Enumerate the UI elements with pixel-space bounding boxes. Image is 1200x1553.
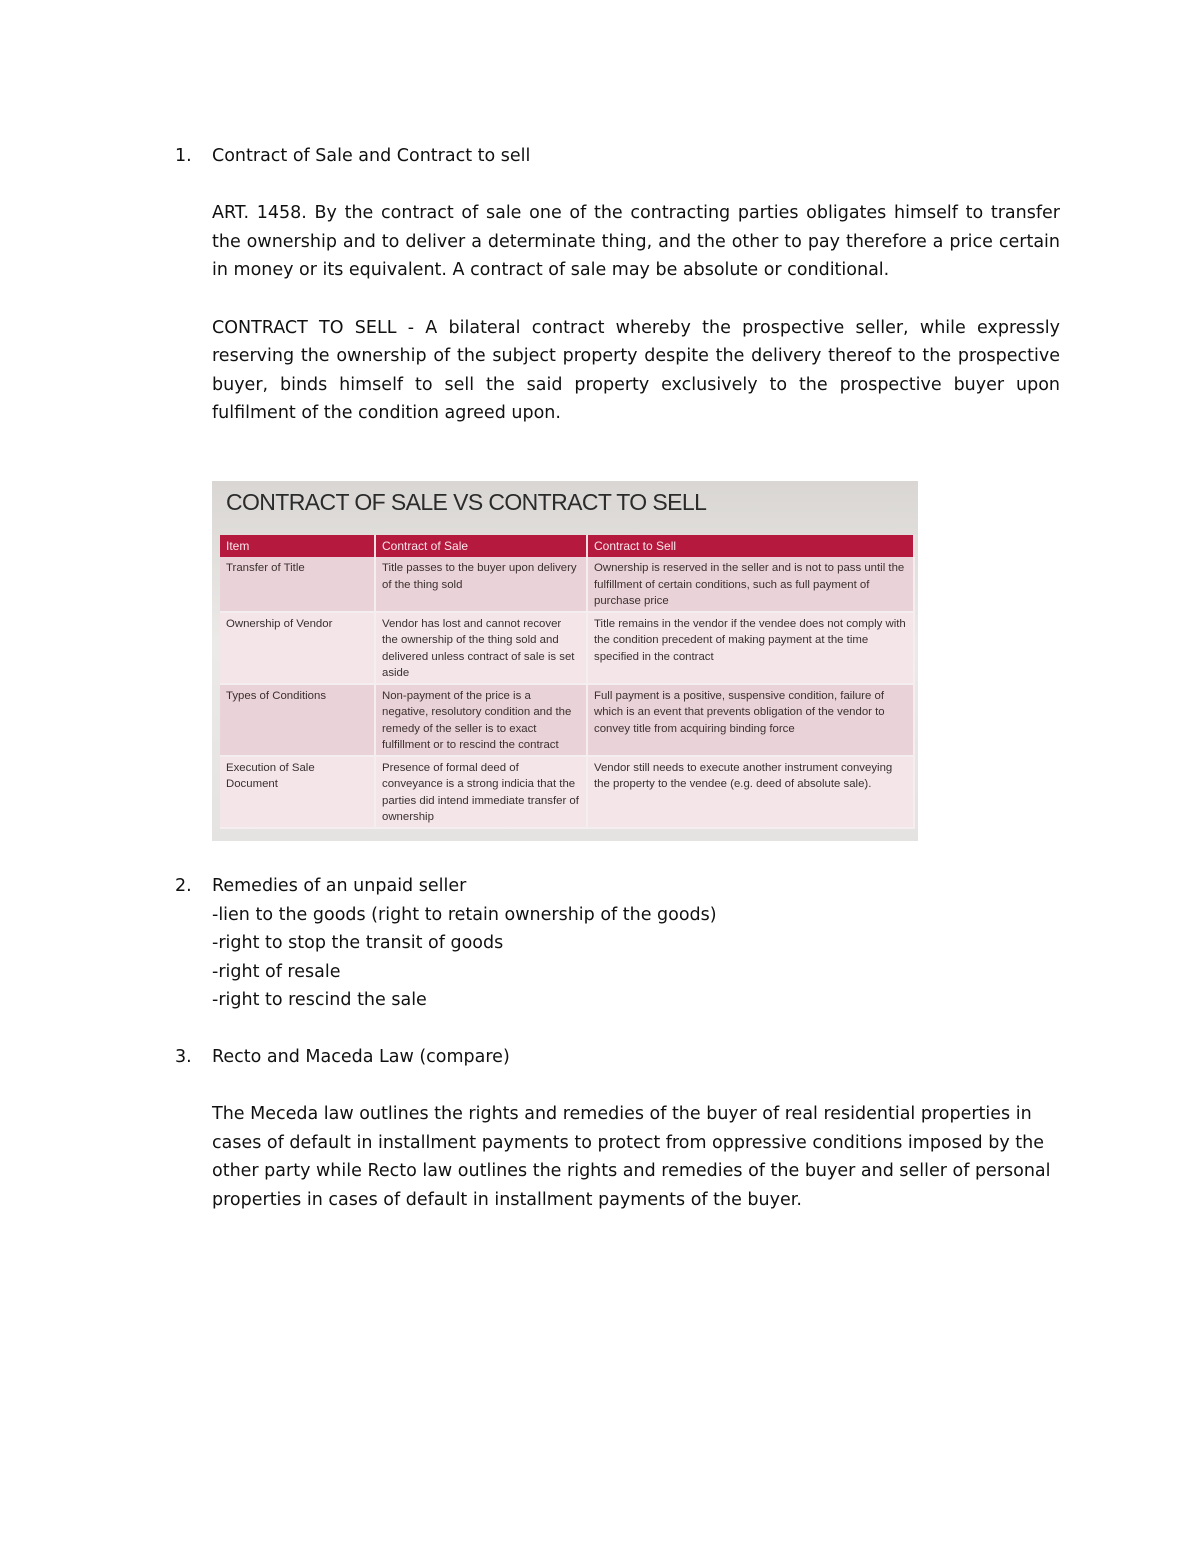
section-1-heading: Contract of Sale and Contract to sell xyxy=(212,146,531,166)
art-1458-paragraph: ART. 1458. By the contract of sale one of the contracting parties obligates himself to transfer the ownership and to deliver a determinate thing, and the other to pay therefore a price certain in money or its equivalent. A contract of sale may be absolute or conditional. xyxy=(212,203,1060,281)
table-cell: Full payment is a positive, suspensive condition, failure of which is an event that prevents obligation of the vendor to convey title from acquiring binding force xyxy=(587,684,914,756)
section-1 xyxy=(175,142,1060,428)
remedy-item: -lien to the goods (right to retain ownership of the goods) xyxy=(212,904,717,925)
remedy-item: -right to stop the transit of goods xyxy=(212,933,504,954)
table-cell: Ownership is reserved in the seller and is not to pass until the fulfillment of certain conditions, such as full payment of purchase price xyxy=(587,557,914,612)
table-cell: Types of Conditions xyxy=(220,684,375,756)
header-contract-to-sell: Contract to Sell xyxy=(587,535,914,557)
table-cell: Non-payment of the price is a negative, resolutory condition and the remedy of the seller is to exact fulfillment or to rescind the contract xyxy=(375,684,587,756)
table-cell: Title remains in the vendor if the vendee does not comply with the condition precedent of making payment at the time specified in the contract xyxy=(587,612,914,684)
contract-to-sell-paragraph: CONTRACT TO SELL - A bilateral contract whereby the prospective seller, while expressly reserving the ownership of the subject property despite the delivery thereof to the prospective buyer, binds himself to sell the said property exclusively to the prospective buyer upon fulfilment of the condition agreed upon. xyxy=(212,317,1060,424)
table-row xyxy=(220,557,914,612)
table-cell: Vendor has lost and cannot recover the ownership of the thing sold and delivered unless contract of sale is set aside xyxy=(375,612,587,684)
header-item: Item xyxy=(220,535,375,557)
table-cell: Presence of formal deed of conveyance is a strong indicia that the parties did intend immediate transfer of ownership xyxy=(375,756,587,828)
section-1-number: 1. xyxy=(175,146,192,166)
table-cell: Vendor still needs to execute another instrument conveying the property to the vendee (e.g. deed of absolute sale). xyxy=(587,756,914,828)
table-cell: Title passes to the buyer upon delivery of the thing sold xyxy=(375,557,587,612)
section-2-number: 2. xyxy=(175,876,192,896)
table-cell: Ownership of Vendor xyxy=(220,612,375,684)
remedy-item: -right of resale xyxy=(212,961,341,982)
comparison-slide-image xyxy=(212,481,918,841)
section-2-heading: Remedies of an unpaid seller xyxy=(212,876,467,896)
table-cell: Transfer of Title xyxy=(220,557,375,612)
recto-maceda-paragraph: The Meceda law outlines the rights and remedies of the buyer of real residential properties in cases of default in installment payments to protect from oppressive conditions imposed by the other party while Recto law outlines the rights and remedies of the buyer and seller of personal properties in cases of default in installment payments of the buyer. xyxy=(212,1104,1051,1210)
table-row xyxy=(220,756,914,828)
comparison-table xyxy=(220,535,915,829)
table-row xyxy=(220,684,914,756)
header-contract-of-sale: Contract of Sale xyxy=(375,535,587,557)
section-3-heading: Recto and Maceda Law (compare) xyxy=(212,1047,510,1067)
table-header-row xyxy=(220,535,914,557)
remedy-item: -right to rescind the sale xyxy=(212,990,427,1011)
slide-title: CONTRACT OF SALE VS CONTRACT TO SELL xyxy=(226,489,707,515)
section-3-number: 3. xyxy=(175,1047,192,1067)
section-2 xyxy=(175,872,1060,1015)
table-row xyxy=(220,612,914,684)
section-3 xyxy=(175,1043,1060,1215)
table-cell: Execution of Sale Document xyxy=(220,756,375,828)
